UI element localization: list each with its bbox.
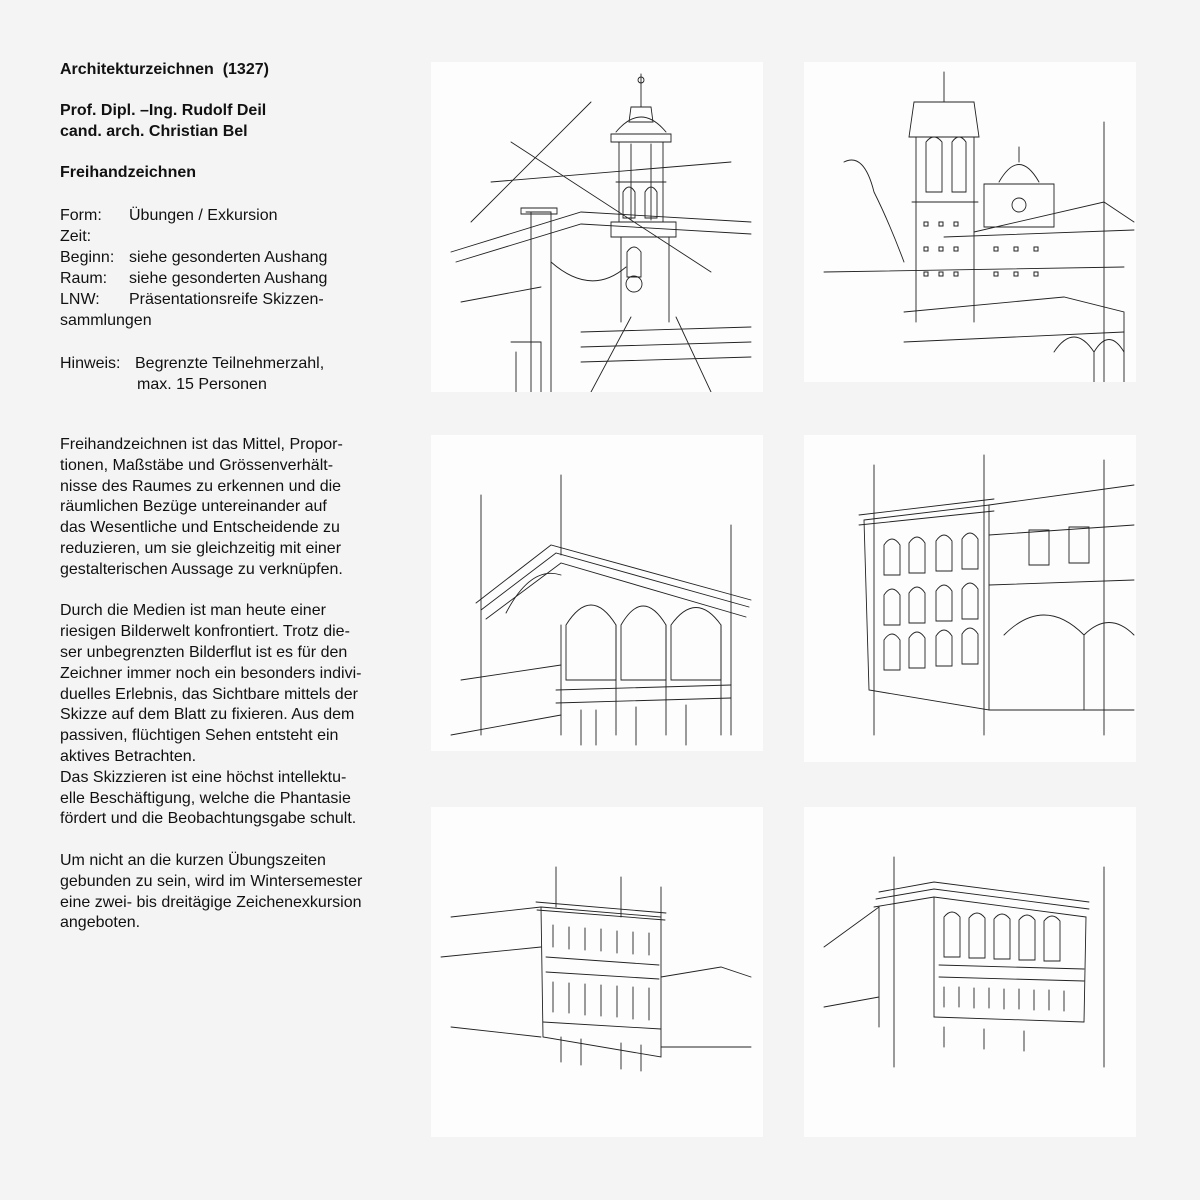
sketch-palazzo-street	[804, 435, 1136, 762]
detail-value: sammlungen	[60, 312, 152, 329]
detail-label: Zeit:	[60, 228, 92, 245]
detail-row-beginn	[60, 248, 327, 269]
subject-heading: Freihandzeichnen	[60, 164, 197, 181]
detail-value: siehe gesonderten Aushang	[129, 249, 328, 266]
sketch-palazzo-balcony	[804, 807, 1136, 1137]
body-text	[60, 435, 400, 934]
detail-row-lnw	[60, 290, 324, 311]
detail-label: Form:	[60, 207, 102, 224]
instructor-name: Prof. Dipl. –Ing. Rudolf Deil	[60, 102, 267, 119]
hint-line-2: max. 15 Personen	[137, 376, 267, 393]
course-title: Architekturzeichnen (1327)	[60, 61, 269, 78]
paragraph-media: Durch die Medien ist man heute einer riesigen Bilderwelt konfrontiert. Trotz die- ser unbegrenzten Bilderflut ist es für den Zeichner immer noch ein besonders indivi- duelles Erlebnis, das Sichtbare mittels der Skizze auf dem Blatt zu fixieren. Aus dem passiven, flüchtigen Sehen entsteht ein aktives Betrachten. Das Skizzieren ist eine höchst intellektu- elle Beschäftigung, welche die Phantasie fördert und die Beobachtungsgabe schult.	[60, 602, 362, 828]
hint-label: Hinweis:	[60, 355, 121, 372]
detail-value: siehe gesonderten Aushang	[129, 270, 328, 287]
sketch-arcade-loggia	[431, 435, 763, 751]
hint-row	[60, 354, 324, 375]
detail-label: LNW:	[60, 291, 100, 308]
detail-row-zeit	[60, 227, 129, 248]
sketch-tower-church	[804, 62, 1136, 382]
detail-value: Präsentationsreife Skizzen-	[129, 291, 324, 308]
assistant-name: cand. arch. Christian Bel	[60, 123, 248, 140]
paragraph-excursion: Um nicht an die kurzen Übungszeiten gebunden zu sein, wird im Wintersemester eine zwei- bis dreitägige Zeichenexkursion angeboten.	[60, 851, 363, 932]
hint-line-1: Begrenzte Teilnehmerzahl,	[135, 355, 325, 372]
paragraph-intro: Freihandzeichnen ist das Mittel, Propor- tionen, Maßstäbe und Grössenverhält- nisse des Raumes zu erkennen und die räumlichen Bezüge untereinander auf das Wesentliche und Entscheidende zu reduzieren, um sie gleichzeitig mit einer gestalterischen Aussage zu verknüpfen.	[60, 436, 343, 578]
sketch-venetian-palazzo	[431, 807, 763, 1137]
detail-row-raum	[60, 269, 327, 290]
detail-label: Beginn:	[60, 249, 115, 266]
detail-row-continuation	[60, 311, 152, 332]
detail-value: Übungen / Exkursion	[129, 207, 278, 224]
detail-row-form	[60, 206, 278, 227]
detail-label: Raum:	[60, 270, 108, 287]
sketch-bell-tower	[431, 62, 763, 392]
